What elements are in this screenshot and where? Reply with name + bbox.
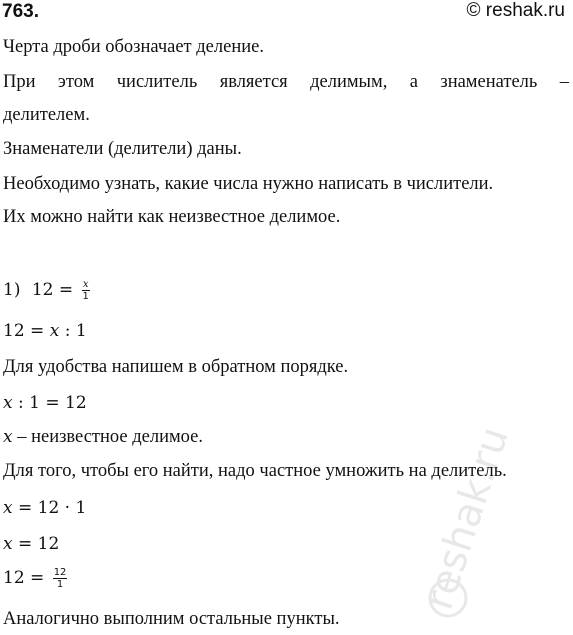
equation-1-left: 12 = [31, 280, 74, 300]
equation-2-left: 12 = [3, 321, 45, 341]
unknown-dividend-text: – неизвестное делимое. [12, 427, 203, 447]
equation-2-right: : 1 [64, 321, 87, 341]
intro-line-2: При этом числитель является делимым, а знаменатель – [3, 72, 569, 92]
variable-x: x [3, 427, 13, 447]
fraction-denominator: 1 [53, 578, 68, 590]
equation-1 [3, 279, 90, 302]
watermark-text: reshak.ru [415, 421, 518, 616]
text-reverse-order: Для удобства напишем в обратном порядке. [3, 357, 349, 377]
intro-line-4: Знаменатели (делители) даны. [3, 139, 242, 159]
equation-6 [3, 533, 59, 555]
task-number: 763. [2, 1, 39, 22]
equation-7 [3, 567, 67, 590]
watermark-logo [388, 408, 548, 628]
page-header [0, 0, 573, 28]
equation-5-right: = 12 · 1 [12, 498, 87, 518]
variable-x: x [49, 321, 60, 341]
site-credit[interactable]: © reshak.ru [466, 0, 565, 21]
fraction-x-over-1 [82, 279, 90, 302]
intro-line-3: делителем. [3, 105, 90, 125]
variable-x: x [3, 393, 13, 413]
fraction-12-over-1 [53, 567, 68, 590]
item-label: 1) [3, 280, 21, 300]
equation-3 [3, 392, 87, 414]
fraction-numerator: x [82, 279, 89, 290]
unknown-dividend-line [3, 426, 203, 448]
fraction-denominator: 1 [82, 291, 89, 302]
variable-x: x [3, 534, 13, 554]
intro-line-1: Черта дроби обозначает деление. [3, 37, 264, 57]
equation-2 [3, 320, 87, 342]
intro-line-6: Их можно найти как неизвестное делимое. [3, 207, 341, 227]
equation-5 [3, 497, 86, 519]
watermark-copyright-icon [430, 580, 466, 616]
intro-line-5: Необходимо узнать, какие числа нужно написать в числители. [3, 174, 494, 194]
text-similarly: Аналогично выполним остальные пункты. [3, 609, 340, 629]
text-how-to-find: Для того, чтобы его найти, надо частное умножить на делитель. [3, 461, 507, 481]
equation-3-right: : 1 = 12 [18, 393, 87, 413]
variable-x: x [3, 498, 13, 518]
equation-7-left: 12 = [3, 568, 45, 588]
equation-6-right: = 12 [12, 534, 60, 554]
fraction-numerator: 12 [53, 567, 67, 578]
